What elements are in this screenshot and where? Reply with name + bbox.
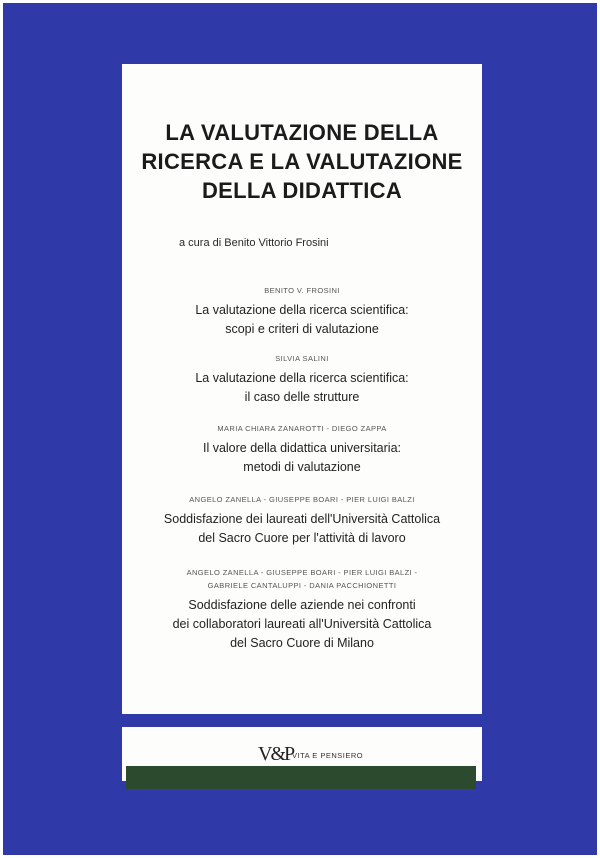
entry-title-line: Il valore della didattica universitaria: bbox=[202, 441, 402, 455]
entry-title-line: La valutazione della ricerca scientifica: bbox=[195, 371, 409, 385]
entry-authors: ANGELO ZANELLA - GIUSEPPE BOARI - PIER LUIGI BALZI - bbox=[186, 568, 418, 577]
contents-entry bbox=[122, 285, 482, 339]
entry-title-line: del Sacro Cuore per l'attività di lavoro bbox=[198, 531, 406, 545]
green-band bbox=[126, 766, 476, 789]
entry-authors: SILVIA SALINI bbox=[275, 354, 329, 363]
entry-title-line: dei collaboratori laureati all'Università Cattolica bbox=[172, 617, 432, 631]
entry-title-line: scopi e criteri di valutazione bbox=[225, 322, 379, 336]
contents-entry bbox=[122, 567, 482, 653]
book-title-line: DELLA DIDATTICA bbox=[201, 178, 403, 203]
publisher-logo: V&P bbox=[258, 743, 294, 765]
title-panel bbox=[122, 64, 482, 714]
entry-authors: MARIA CHIARA ZANAROTTI - DIEGO ZAPPA bbox=[217, 424, 387, 433]
entry-authors: ANGELO ZANELLA - GIUSEPPE BOARI - PIER LUIGI BALZI bbox=[189, 495, 415, 504]
entry-title-line: Soddisfazione delle aziende nei confronti bbox=[188, 598, 416, 612]
entry-title-line: metodi di valutazione bbox=[243, 460, 361, 474]
book-cover bbox=[3, 3, 597, 855]
entry-title-line: La valutazione della ricerca scientifica: bbox=[195, 303, 409, 317]
publisher-name: VITA E PENSIERO bbox=[292, 751, 364, 760]
entry-title-line: del Sacro Cuore di Milano bbox=[230, 636, 374, 650]
book-title-line: LA VALUTAZIONE DELLA bbox=[165, 120, 439, 145]
curator: a cura di Benito Vittorio Frosini bbox=[179, 237, 329, 249]
book-title bbox=[122, 118, 482, 205]
contents-entry bbox=[122, 423, 482, 477]
entry-title-line: Soddisfazione dei laureati dell'Università Cattolica bbox=[163, 512, 441, 526]
entry-authors: GABRIELE CANTALUPPI - DANIA PACCHIONETTI bbox=[207, 581, 397, 590]
contents-entry bbox=[122, 353, 482, 407]
entry-authors: BENITO V. FROSINI bbox=[264, 286, 340, 295]
entry-title-line: il caso delle strutture bbox=[244, 390, 360, 404]
contents-entry bbox=[122, 494, 482, 548]
book-title-line: RICERCA E LA VALUTAZIONE bbox=[141, 149, 463, 174]
